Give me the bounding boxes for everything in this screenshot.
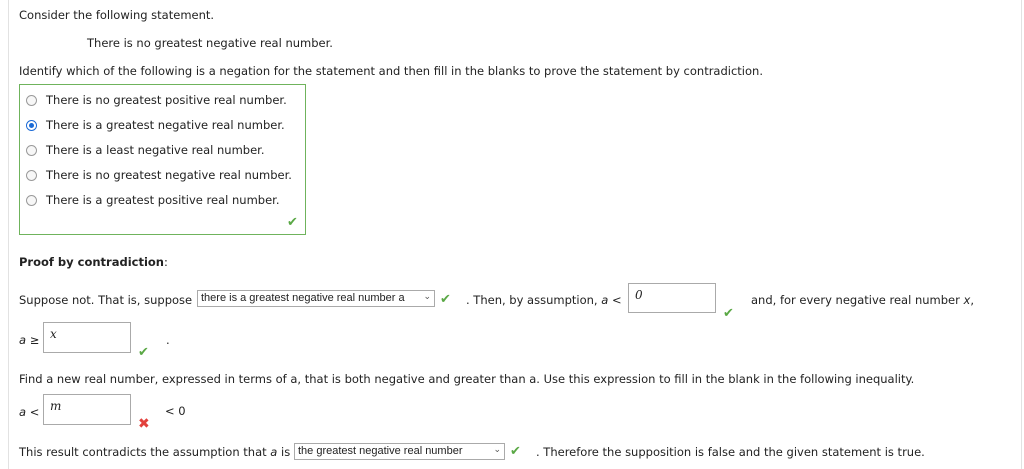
- choice-option[interactable]: [26, 92, 287, 108]
- assumption-text: . Then, by assumption, a <: [466, 293, 622, 307]
- conclusion-select[interactable]: [294, 443, 505, 460]
- every-negative-text: and, for every negative real number x,: [751, 293, 974, 307]
- radio-button[interactable]: [26, 145, 37, 156]
- assumption-input[interactable]: 0: [628, 283, 716, 313]
- x-input[interactable]: x: [43, 322, 131, 353]
- chevron-down-icon: ⌄: [493, 444, 501, 454]
- choice-label: There is a least negative real number.: [46, 143, 265, 157]
- choice-label: There is no greatest negative real number.: [46, 168, 292, 182]
- negation-select-value: there is a greatest negative real number a: [201, 292, 405, 304]
- radio-button-selected[interactable]: [26, 120, 37, 131]
- correct-check-icon: ✔: [287, 215, 298, 230]
- proof-heading: Proof by contradiction:: [19, 255, 168, 269]
- choice-label: There is a greatest positive real number.: [46, 193, 280, 207]
- inequality-a-ge: a ≥: [19, 333, 40, 347]
- correct-check-icon: ✔: [138, 345, 149, 360]
- correct-check-icon: ✔: [440, 292, 451, 307]
- new-number-input[interactable]: m: [43, 394, 131, 425]
- radio-button[interactable]: [26, 95, 37, 106]
- choice-option-selected[interactable]: [26, 117, 285, 133]
- suppose-text: Suppose not. That is, suppose: [19, 293, 193, 307]
- correct-check-icon: ✔: [723, 306, 734, 321]
- choice-label: There is no greatest positive real number.: [46, 93, 287, 107]
- radio-button[interactable]: [26, 170, 37, 181]
- inequality-a-lt: a <: [19, 405, 40, 419]
- find-text: Find a new real number, expressed in terms of a, that is both negative and greater than a. Use this expression to fill in the blank in the following inequality.: [19, 372, 915, 386]
- less-than-zero-text: < 0: [165, 404, 186, 418]
- conclusion-text: This result contradicts the assumption that a is: [19, 445, 291, 459]
- conclusion-select-value: the greatest negative real number: [298, 445, 463, 457]
- correct-check-icon: ✔: [510, 444, 521, 459]
- incorrect-cross-icon: ✖: [138, 416, 150, 432]
- conclusion-suffix-text: . Therefore the supposition is false and the given statement is true.: [536, 445, 925, 459]
- intro-text: Consider the following statement.: [19, 8, 215, 22]
- statement-text: There is no greatest negative real number.: [87, 36, 333, 50]
- chevron-down-icon: ⌄: [423, 291, 431, 301]
- choice-label: There is a greatest negative real number.: [46, 118, 285, 132]
- choice-option[interactable]: [26, 192, 279, 208]
- negation-select[interactable]: [197, 290, 435, 307]
- instruction-text: Identify which of the following is a negation for the statement and then fill in the blanks to prove the statement by contradiction.: [19, 64, 763, 78]
- choice-option[interactable]: [26, 142, 265, 158]
- choices-box: [19, 84, 306, 235]
- radio-button[interactable]: [26, 195, 37, 206]
- period-text: .: [166, 333, 170, 347]
- choice-option[interactable]: [26, 167, 292, 183]
